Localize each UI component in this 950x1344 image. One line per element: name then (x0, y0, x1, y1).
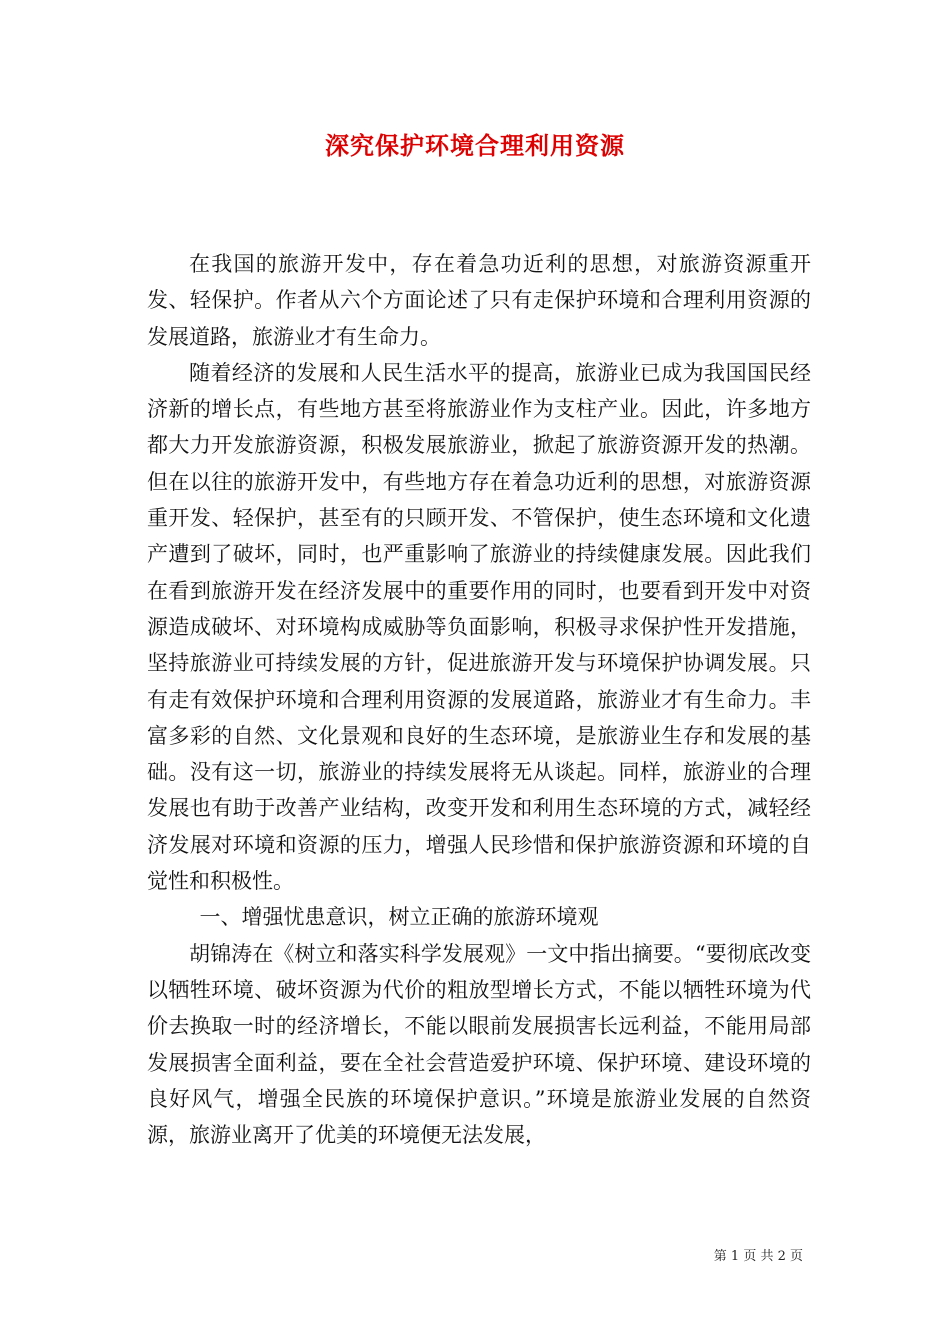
section-paragraph: 胡锦涛在《树立和落实科学发展观》一文中指出摘要。“要彻底改变以牺牲环境、破坏资源为代价的粗放型增长方式，不能以牺牲环境为代价去换取一时的经济增长，不能以眼前发展损害长远利益，不能用局部发展损害全面利益，要在全社会营造爱护环境、保护环境、建设环境的良好风气，增强全民族的环境保护意识。”环境是旅游业发展的自然资源，旅游业离开了优美的环境便无法发展， (147, 941, 811, 1148)
document-body (147, 246, 811, 1153)
page-number-footer: 第 1 页 共 2 页 (713, 1249, 803, 1264)
document-title: 深究保护环境合理利用资源 (325, 131, 625, 160)
section-heading: 一、增强忧患意识，树立正确的旅游环境观 (199, 905, 599, 930)
intro-paragraph: 随着经济的发展和人民生活水平的提高，旅游业已成为我国国民经济新的增长点，有些地方甚至将旅游业作为支柱产业。因此，许多地方都大力开发旅游资源，积极发展旅游业，掀起了旅游资源开发的热潮。但在以往的旅游开发中，有些地方存在着急功近利的思想，对旅游资源重开发、轻保护，甚至有的只顾开发、不管保护，使生态环境和文化遗产遭到了破坏，同时，也严重影响了旅游业的持续健康发展。因此我们在看到旅游开发在经济发展中的重要作用的同时，也要看到开发中对资源造成破坏、对环境构成威胁等负面影响，积极寻求保护性开发措施，坚持旅游业可持续发展的方针，促进旅游开发与环境保护协调发展。只有走有效保护环境和合理利用资源的发展道路，旅游业才有生命力。丰富多彩的自然、文化景观和良好的生态环境，是旅游业生存和发展的基础。没有这一切，旅游业的持续发展将无从谈起。同样，旅游业的合理发展也有助于改善产业结构，改变开发和利用生态环境的方式，减轻经济发展对环境和资源的压力，增强人民珍惜和保护旅游资源和环境的自觉性和积极性。 (147, 360, 811, 894)
abstract-paragraph: 在我国的旅游开发中，存在着急功近利的思想，对旅游资源重开发、轻保护。作者从六个方面论述了只有走保护环境和合理利用资源的发展道路，旅游业才有生命力。 (147, 252, 811, 349)
